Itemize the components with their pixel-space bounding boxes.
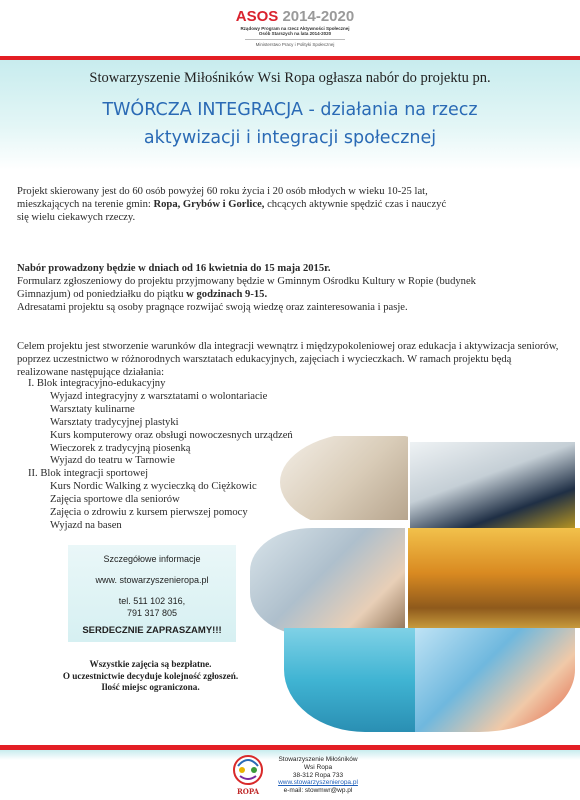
footer-org-line-1: Stowarzyszenie Miłośników [278, 756, 358, 763]
free-note-line-2: O uczestnictwie decyduje kolejność zgłoszeń. [62, 670, 239, 681]
asos-logo-years: 2014-2020 [282, 8, 355, 25]
info-website[interactable]: www. stowarzyszenieropa.pl [95, 575, 209, 585]
footer-contact [272, 756, 364, 795]
list-item: Warsztaty kulinarne [50, 403, 135, 415]
free-note-line-3: Ilość miejsc ograniczona. [101, 682, 200, 692]
first-aid-photo [410, 442, 575, 534]
ropa-logo-text: ROPA [236, 787, 260, 796]
paragraph-1-bold: Ropa, Grybów i Gorlice, [153, 199, 265, 210]
free-note-line-1: Wszystkie zajęcia są bezpłatne. [89, 659, 212, 669]
contact-info-box [68, 545, 236, 642]
ministry-caption: Ministerstwo Pracy i Polityki Społecznej [245, 39, 345, 47]
list-item: Warsztaty tradycyjnej plastyki [50, 416, 179, 428]
footer-email[interactable]: e-mail: stowmwr@wp.pl [283, 787, 353, 795]
project-title [40, 96, 540, 152]
list-item: Zajęcia sportowe dla seniorów [50, 494, 180, 506]
enrollment-dates: Nabór prowadzony będzie w dniach od 16 kwietnia do 15 maja 2015r. [17, 263, 331, 274]
computer-course-photo [250, 528, 405, 636]
photo-collage [250, 432, 580, 742]
asos-logo-wordmark [220, 8, 370, 26]
swimming-pool-photo [284, 628, 419, 732]
nordic-walking-photo [408, 528, 580, 628]
enrollment-hours: w godzinach 9-15. [186, 289, 268, 300]
paragraph-target-group [17, 185, 457, 224]
intro-line: Stowarzyszenie Miłośników Wsi Ropa ogłasza nabór do projektu pn. [89, 70, 491, 86]
asos-logo [220, 8, 370, 54]
list-item: Wieczorek z tradycyjną piosenką [50, 442, 191, 454]
info-phone-1: tel. 511 102 316, [118, 596, 186, 606]
list-item: Zajęcia o zdrowiu z kursem pierwszej pomocy [50, 507, 248, 519]
enrollment-text-c: Adresatami projektu są osoby pragnące rozwijać swoją wiedzę oraz zainteresowania i pasje. [17, 302, 408, 313]
asos-logo-subtitle-2: Osób Starszych na lata 2014-2020 [258, 31, 332, 36]
footer-website-link[interactable]: www.stowarzyszenieropa.pl [278, 779, 358, 787]
grandmother-child-photo [415, 628, 575, 732]
paragraph-goal: Celem projektu jest stworzenie warunków dla integracji wewnątrz i międzypokoleniowej oraz edukacja i aktywizacja seniorów, poprzez uczestnictwo w różnorodnych warsztatach edukacyjnych, zajęciach i wycieczkach. W ramach projektu będą realizowane następujące działania: [17, 341, 559, 378]
block-heading: II. Blok integracji sportowej [28, 468, 149, 480]
asos-logo-name: ASOS [235, 8, 279, 25]
free-participation-note [38, 659, 263, 694]
info-heading: Szczegółowe informacje [103, 554, 201, 564]
list-item: Wyjazd na basen [50, 519, 122, 531]
paragraph-enrollment [17, 262, 517, 314]
ropa-association-logo-icon [228, 752, 268, 798]
invite-text: SERDECZNIE ZAPRASZAMY!!! [82, 625, 222, 636]
paragraph-1-text-b: chcących aktywnie spędzić czas i nauczyć się wielu ciekawych rzeczy. [17, 199, 447, 223]
list-item: Kurs komputerowy oraz obsługi nowoczesnych urządzeń [50, 429, 293, 441]
footer-org-line-2: Wsi Ropa [303, 763, 333, 771]
enrollment-text-a: Formularz zgłoszeniowy do projektu przyjmowany będzie w Gminnym Ośrodku Kultury w Ropie (budynek Gimnazjum) od poniedziałku do piątku [17, 276, 476, 300]
project-title-line-2: aktywizacji i integracji społecznej [143, 128, 437, 148]
block-heading: I. Blok integracyjno-edukacyjny [28, 378, 166, 389]
info-phone-2: 791 317 805 [126, 608, 178, 618]
puzzle-photo [280, 436, 408, 520]
paragraph-1-text-a: Projekt skierowany jest do 60 osób powyżej 60 roku życia i 20 osób młodych w wieku 10-25 lat, mieszkających na terenie gmin: [17, 186, 428, 210]
list-item: Wyjazd integracyjny z warsztatami o wolontariacie [50, 390, 268, 402]
list-item: Wyjazd do teatru w Tarnowie [50, 455, 175, 467]
asos-logo-subtitle-1: Rządowy Program na rzecz Aktywności Społecznej [240, 26, 350, 31]
project-title-line-1: TWÓRCZA INTEGRACJA - działania na rzecz [102, 100, 478, 120]
footer-address: 38-312 Ropa 733 [292, 771, 344, 779]
list-item: Kurs Nordic Walking z wycieczką do Ciężkowic [50, 481, 257, 493]
